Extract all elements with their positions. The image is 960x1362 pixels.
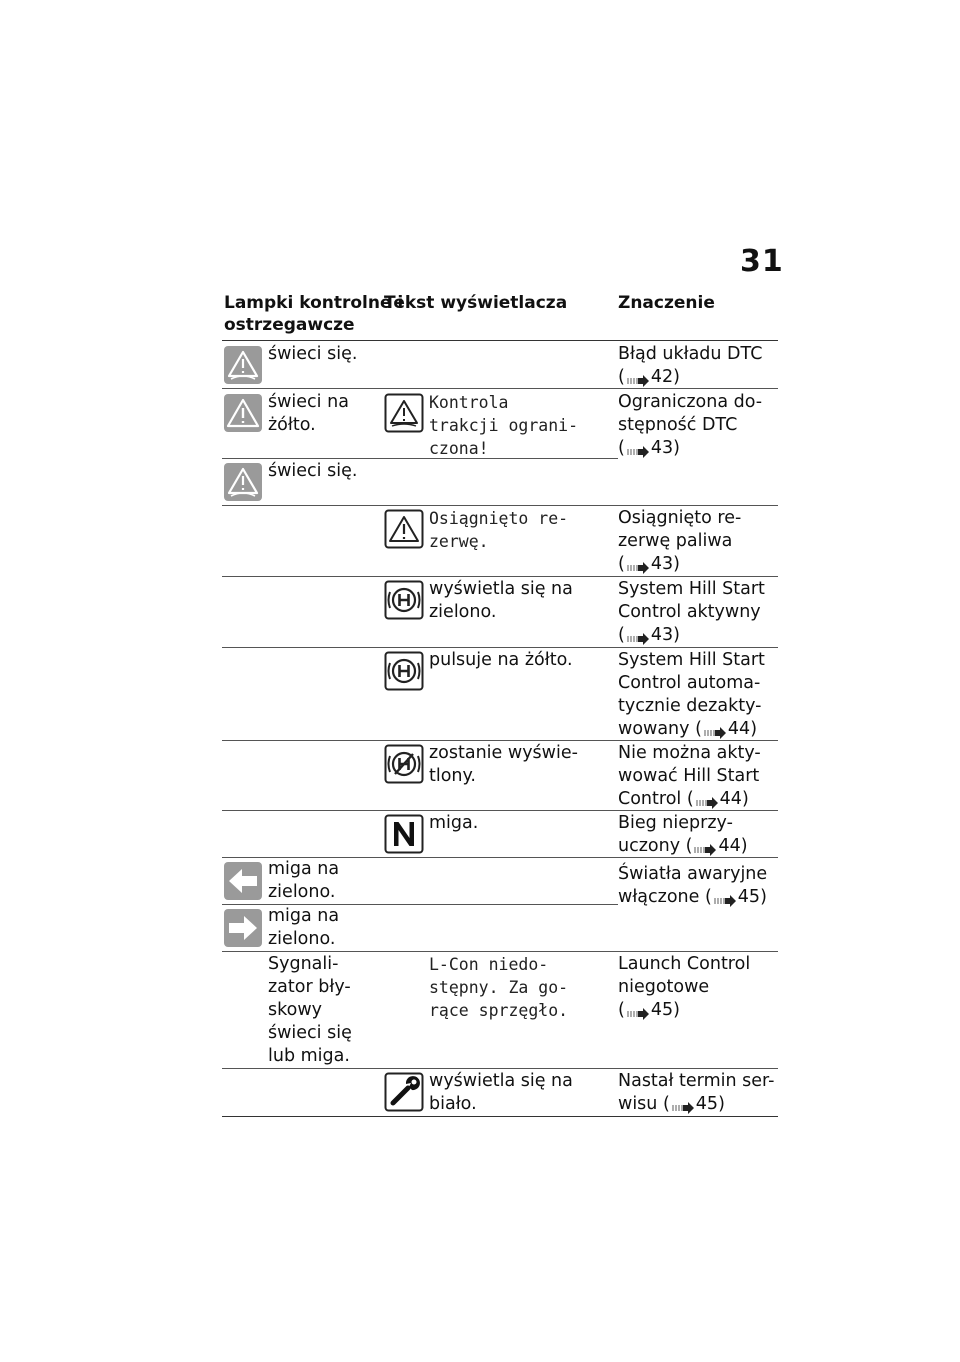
- row-6-display-line: tlony.: [429, 766, 476, 786]
- row-5-display-line: pulsuje na żółto.: [429, 650, 573, 670]
- row-1-display-line: czona!: [429, 439, 489, 458]
- row-11-display-line: biało.: [429, 1094, 477, 1114]
- row-10-meaning-line: Launch Control: [618, 954, 751, 974]
- row-10-display-line: L-Con niedo-: [429, 955, 549, 974]
- page-ref-arrow-icon: [627, 371, 649, 383]
- row-4-display-line: wyświetla się na: [429, 579, 573, 599]
- row-8-meaning-line: Światła awaryjne: [618, 864, 768, 884]
- row-4-meaning: System Hill Start Control aktywny ( 43): [618, 579, 765, 645]
- page-ref-arrow-icon: [696, 793, 718, 805]
- row-0-meaning: Błąd układu DTC ( 42): [618, 344, 763, 387]
- page-ref-arrow-icon: [714, 891, 736, 903]
- hill-start-icon: [384, 580, 424, 620]
- row-3-display-line: zerwę.: [429, 532, 489, 551]
- row-10-lamp-line: skowy: [268, 1000, 323, 1020]
- row-6-display-line: zostanie wyświe-: [429, 743, 578, 763]
- row-10-display-text: [429, 953, 568, 1022]
- row-10-lamp-line: zator bły-: [268, 977, 351, 997]
- row-9-lamp-line: zielono.: [268, 929, 336, 949]
- warning-triangle-icon: [384, 509, 424, 549]
- row-0-meaning-text: Błąd układu DTC: [618, 344, 763, 364]
- header-col-display-text: Tekst wyświetlacza: [384, 293, 568, 313]
- row-7-meaning: Bieg nieprzy- uczony ( 44): [618, 813, 748, 856]
- row-4-display-text: [429, 578, 573, 624]
- row-5-meaning-line: tycznie dezakty-: [618, 696, 762, 716]
- page-number: 31: [740, 244, 784, 279]
- page-ref-arrow-icon: [627, 558, 649, 570]
- header-col-meaning: Znaczenie: [618, 293, 715, 313]
- row-6-meaning-line: Control: [618, 789, 682, 809]
- row-3-meaning-line: zerwę paliwa: [618, 531, 733, 551]
- row-7-meaning-line: uczony: [618, 836, 681, 856]
- wrench-icon: [384, 1072, 424, 1112]
- hill-start-icon: [384, 651, 424, 691]
- row-6-ref[interactable]: 44: [719, 789, 742, 809]
- row-8-meaning: Światła awaryjne włączone ( 45): [618, 864, 768, 907]
- row-2-lamp-text: świeci się.: [268, 461, 358, 481]
- row-1-lamp-line: świeci na: [268, 392, 349, 412]
- row-3-ref[interactable]: 43: [650, 554, 674, 574]
- page-ref-arrow-icon: [704, 723, 726, 735]
- row-8-lamp-text: [268, 858, 339, 904]
- row-8-lamp-line: zielono.: [268, 882, 336, 902]
- row-11-display-text: [429, 1070, 573, 1116]
- row-8-lamp-line: miga na: [268, 859, 340, 879]
- row-1-lamp-line: żółto.: [268, 415, 316, 435]
- row-11-meaning-line: Nastał termin ser-: [618, 1071, 775, 1091]
- row-divider: [222, 951, 778, 952]
- row-10-lamp-text: [268, 953, 352, 1068]
- page-ref-arrow-icon: [627, 629, 649, 641]
- row-0-ref[interactable]: 42: [650, 367, 674, 387]
- row-10-meaning: Launch Control niegotowe ( 45): [618, 954, 751, 1020]
- row-5-meaning-line: Control automa-: [618, 673, 761, 693]
- row-5-meaning-line: System Hill Start: [618, 650, 765, 670]
- row-divider: [222, 810, 778, 811]
- row-0-lamp-text: świeci się.: [268, 344, 358, 364]
- dtc-warning-triangle-icon: [223, 462, 263, 502]
- page-ref-arrow-icon: [672, 1098, 694, 1110]
- page-ref-arrow-icon: [627, 1004, 649, 1016]
- row-4-display-line: zielono.: [429, 602, 497, 622]
- row-7-display-line: miga.: [429, 813, 479, 833]
- row-7-ref[interactable]: 44: [718, 836, 741, 856]
- row-3-display-line: Osiągnięto re-: [429, 509, 569, 528]
- row-7-display-text: [429, 812, 478, 835]
- page-ref-arrow-icon: [694, 840, 716, 852]
- row-1-meaning-line: Ograniczona do-: [618, 392, 763, 412]
- row-8-meaning-line: włączone: [618, 887, 700, 907]
- page-ref-arrow-icon: [627, 442, 649, 454]
- row-4-meaning-line: Control aktywny: [618, 602, 761, 622]
- hill-start-off-icon: [384, 744, 424, 784]
- row-1-meaning: Ograniczona do- stępność DTC ( 43): [618, 392, 763, 458]
- row-3-meaning: Osiągnięto re- zerwę paliwa ( 43): [618, 508, 742, 574]
- row-5-meaning: System Hill Start Control automa- tycznie dezakty- wowany ( 44): [618, 650, 765, 739]
- row-divider: [222, 458, 618, 459]
- row-11-meaning-line: wisu: [618, 1094, 658, 1114]
- dtc-limited-triangle-icon: [384, 393, 424, 433]
- row-6-meaning-line: wować Hill Start: [618, 766, 760, 786]
- row-1-ref[interactable]: 43: [650, 438, 674, 458]
- row-divider: [222, 1068, 778, 1069]
- row-11-ref[interactable]: 45: [695, 1094, 719, 1114]
- row-11-display-line: wyświetla się na: [429, 1071, 573, 1091]
- row-6-meaning: Nie można akty- wować Hill Start Control ( 44): [618, 743, 761, 809]
- row-9-lamp-text: [268, 905, 339, 951]
- dtc-warning-triangle-icon: [223, 345, 263, 385]
- row-10-display-line: rące sprzęgło.: [429, 1001, 569, 1020]
- row-5-meaning-line: wowany: [618, 719, 690, 739]
- row-7-meaning-line: Bieg nieprzy-: [618, 813, 733, 833]
- row-10-meaning-line: niegotowe: [618, 977, 710, 997]
- table-bottom-border: [222, 1116, 778, 1117]
- turn-right-arrow-icon: [223, 908, 263, 948]
- row-divider: [222, 740, 778, 741]
- header-divider: [222, 340, 778, 341]
- row-10-display-line: stępny. Za go-: [429, 978, 569, 997]
- row-4-meaning-line: System Hill Start: [618, 579, 765, 599]
- row-divider: [222, 576, 778, 577]
- row-5-ref[interactable]: 44: [727, 719, 751, 739]
- row-6-meaning-line: Nie można akty-: [618, 743, 761, 763]
- row-10-lamp-line: Sygnali-: [268, 954, 339, 974]
- row-1-display-line: Kontrola: [429, 393, 509, 412]
- row-8-ref[interactable]: 45: [737, 887, 761, 907]
- row-divider: [222, 388, 778, 389]
- row-1-meaning-line: stępność DTC: [618, 415, 738, 435]
- row-11-meaning: Nastał termin ser- wisu ( 45): [618, 1071, 775, 1114]
- header-col-indicator-lights: Lampki kontrolne i ostrzegawcze: [224, 293, 404, 335]
- row-10-lamp-line: świeci się: [268, 1023, 352, 1043]
- row-6-display-text: [429, 742, 578, 788]
- row-1-lamp-text: [268, 391, 349, 437]
- row-9-lamp-line: miga na: [268, 906, 340, 926]
- row-divider: [222, 647, 778, 648]
- row-4-ref[interactable]: 43: [650, 625, 674, 645]
- row-10-ref[interactable]: 45: [650, 1000, 674, 1020]
- neutral-gear-icon: [384, 814, 424, 854]
- warning-triangle-icon: [223, 393, 263, 433]
- row-divider: [222, 505, 778, 506]
- row-3-meaning-line: Osiągnięto re-: [618, 508, 742, 528]
- row-1-display-line: trakcji ograni-: [429, 416, 579, 435]
- row-10-lamp-line: lub miga.: [268, 1046, 350, 1066]
- row-5-display-text: [429, 649, 573, 672]
- row-1-display-text: [429, 391, 578, 460]
- turn-left-arrow-icon: [223, 861, 263, 901]
- row-3-display-text: [429, 507, 568, 553]
